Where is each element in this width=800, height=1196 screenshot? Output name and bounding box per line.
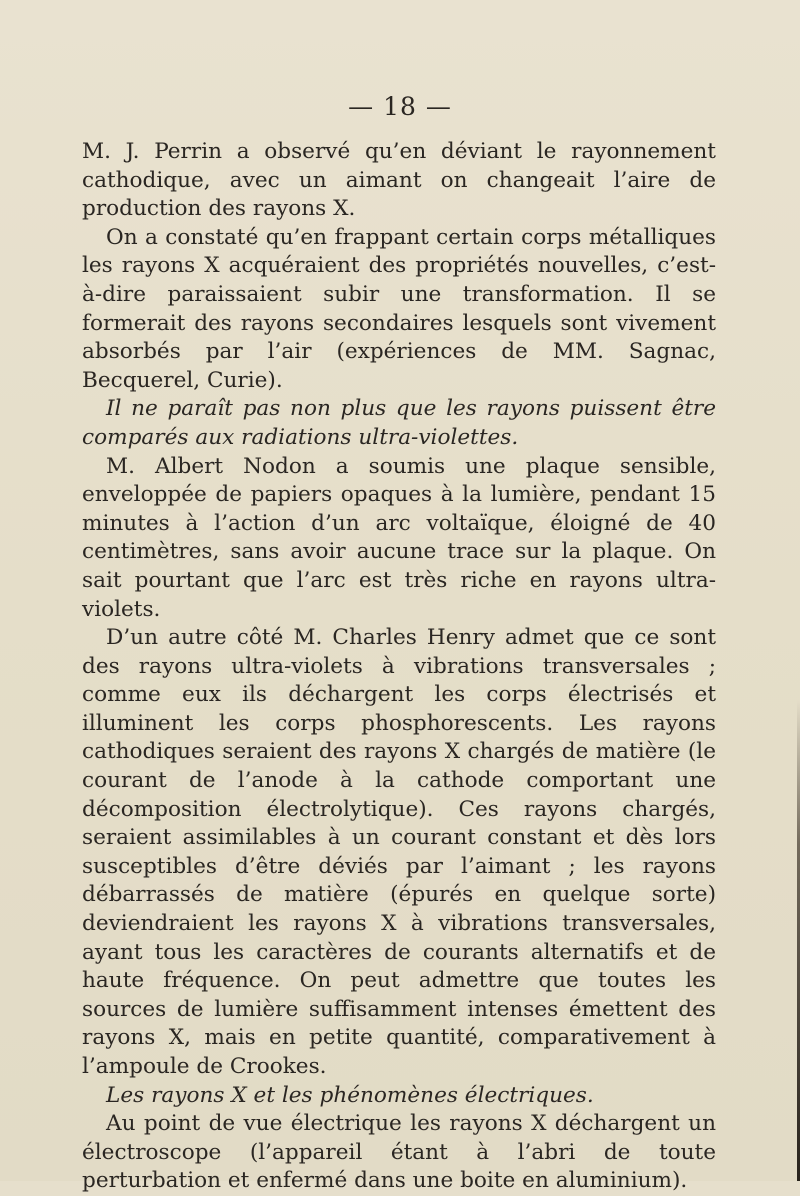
page-text	[82, 138, 716, 1196]
paragraph-nodon: M. Albert Nodon a soumis une plaque sensible, enveloppée de papiers opaques à la lumière, pendant 15 minutes à l’action d’un arc voltaïque, éloigné de 40 centimètres, sans avoir aucune trace sur la plaque. On sait pourtant que l’arc est très riche en rayons ultra-violets.	[82, 453, 716, 622]
paragraph-perrin: M. J. Perrin a observé qu’en déviant le rayonnement cathodique, avec un aimant on changeait l’aire de production des rayons X.	[82, 139, 716, 222]
page-number: — 18 —	[348, 92, 452, 121]
paragraph-electroscope: Au point de vue électrique les rayons X déchargent un électroscope (l’appareil étant à l’abri de toute perturbation et enfermé dans une boite en aluminium).	[82, 1111, 716, 1194]
paragraph-secondary-rays: On a constaté qu’en frappant certain corps métalliques les rayons X acquéraient des propriétés nouvelles, c’est-à-dire paraissaient subir une transformation. Il se formerait des rayons secondaires lesquels sont vivement absorbés par l’air (expériences de MM. Sagnac, Becquerel, Curie).	[82, 224, 716, 393]
paragraph-henry: D’un autre côté M. Charles Henry admet que ce sont des rayons ultra-violets à vibrations transversales ; comme eux ils déchargent les corps électrisés et illuminent les corps phosphorescents. Les rayons cathodiques seraient des rayons X chargés de matière (le courant de l’anode à la cathode comportant une décomposition électrolytique). Ces rayons chargés, seraient assimilables à un courant constant et dès lors susceptibles d’être déviés par l’aimant ; les rayons débarrassés de matière (épurés en quelque sorte) deviendraient les rayons X à vibrations transversales, ayant tous les caractères de courants alternatifs et de haute fréquence. On peut admettre que toutes les sources de lumière suffisamment intenses émettent des rayons X, mais en petite quantité, comparativement à l’ampoule de Crookes.	[82, 625, 716, 1079]
paragraph-ultraviolet-heading: Il ne paraît pas non plus que les rayons puissent être comparés aux radiations ultra-violettes.	[82, 396, 716, 450]
section-heading-electric: Les rayons X et les phénomènes électriques.	[106, 1082, 594, 1108]
